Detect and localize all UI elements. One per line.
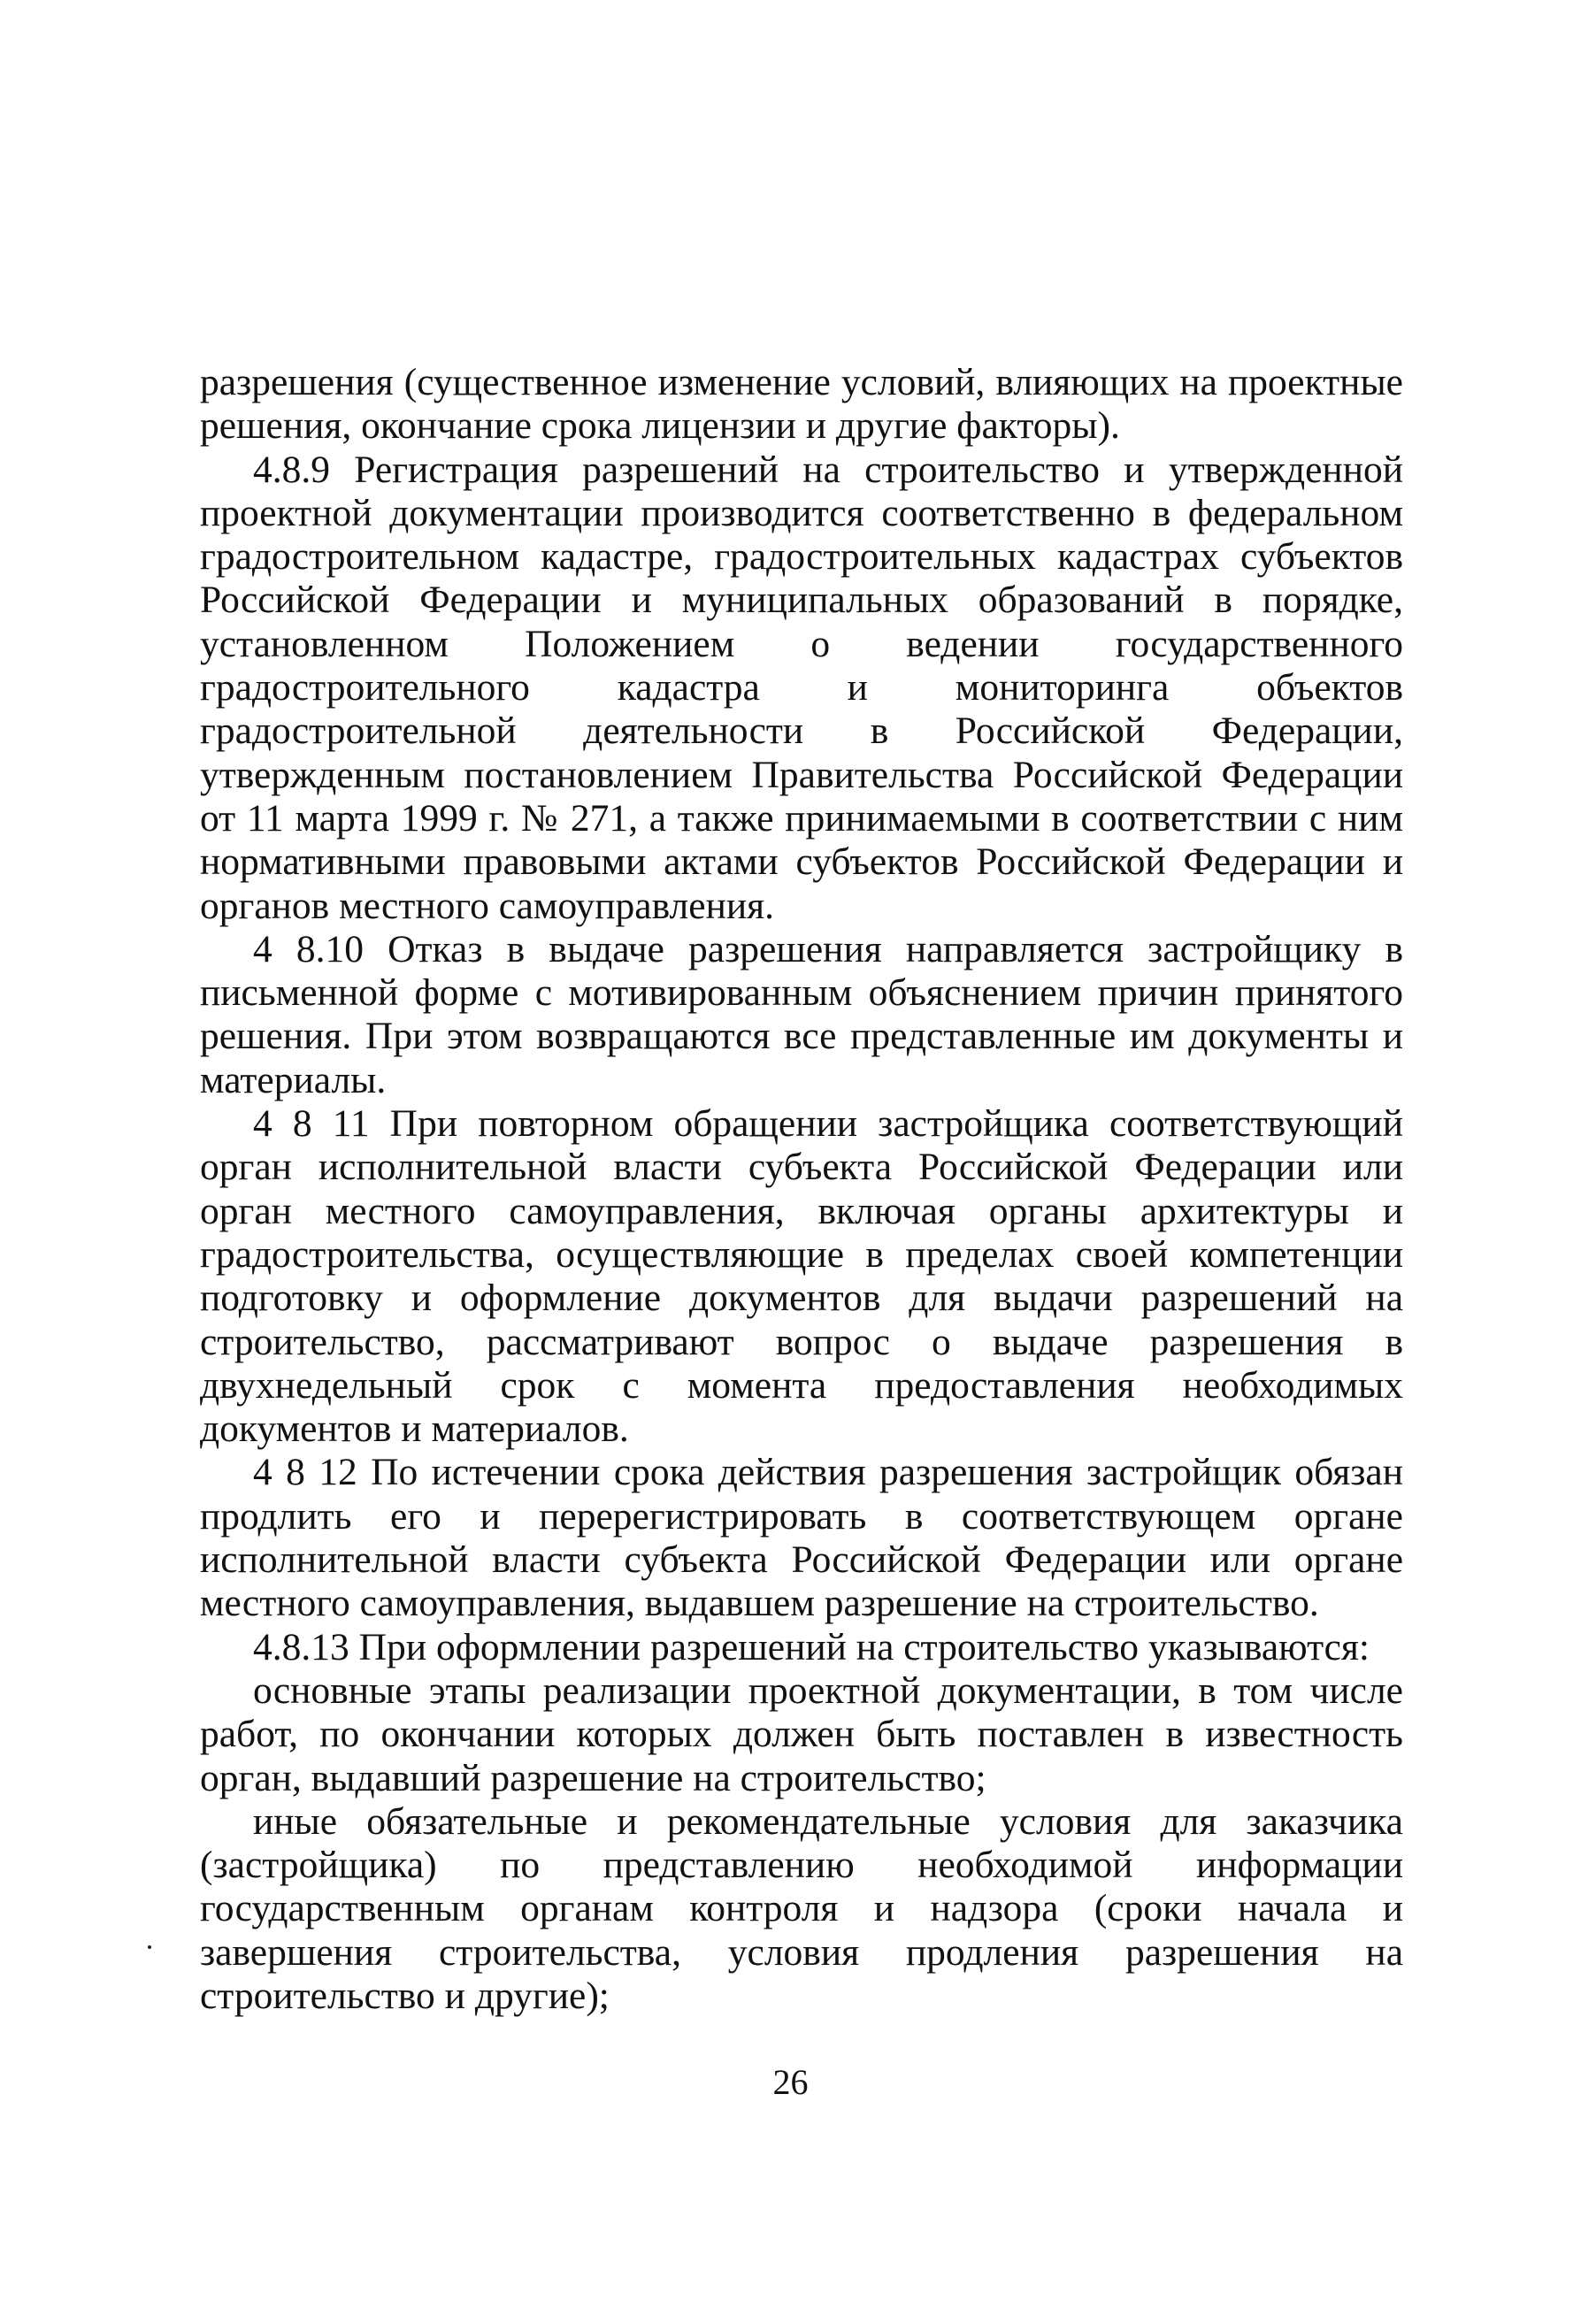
paragraph-4-8-13: 4.8.13 При оформлении разрешений на строительство указываются:	[253, 1625, 1370, 1668]
list-item-conditions: иные обязательные и рекомендательные условия для заказчика (застройщика) по представлению необходимой информации государственным органам контроля и надзора (сроки начала и завершения строительства, условия продления разрешения на строительство и другие);	[200, 1799, 1403, 2017]
paragraph-continued: разрешения (существенное изменение условий, влияющих на проектные решения, окончание срока лицензии и другие факторы).	[200, 361, 1403, 448]
page-number: 26	[772, 2062, 809, 2102]
paragraph-4-8-10: 4 8.10 Отказ в выдаче разрешения направляется застройщику в письменной форме с мотивированным объяснением причин принятого решения. При этом возвращаются все представленные им документы и материалы.	[200, 927, 1403, 1101]
paragraph-4-8-9: 4.8.9 Регистрация разрешений на строительство и утвержденной проектной документации производится соответственно в федеральном градостроительном кадастре, градостроительных кадастрах субъектов Российской Федерации и муниципальных образований в порядке, установленном Положением о ведении государственного градостроительного кадастра и мониторинга объектов градостроительной деятельности в Российской Федерации, утвержденным постановлением Правительства Российской Федерации от 11 марта 1999 г. № 271, а также принимаемыми в соответствии с ним нормативными правовыми актами субъектов Российской Федерации и органов местного самоуправления.	[200, 448, 1403, 927]
list-item-stages: основные этапы реализации проектной документации, в том числе работ, по окончании которых должен быть поставлен в известность орган, выдавший разрешение на строительство;	[200, 1668, 1403, 1799]
paragraph-4-8-12: 4 8 12 По истечении срока действия разрешения застройщик обязан продлить его и перерегистрировать в соответствующем органе исполнительной власти субъекта Российской Федерации или органе местного самоуправления, выдавшем разрешение на строительство.	[200, 1451, 1403, 1625]
document-body	[200, 361, 1403, 2018]
paragraph-4-8-11: 4 8 11 При повторном обращении застройщика соответствующий орган исполнительной власти субъекта Российской Федерации или орган местного самоуправления, включая органы архитектуры и градостроительства, осуществляющие в пределах своей компетенции подготовку и оформление документов для выдачи разрешений на строительство, рассматривают вопрос о выдаче разрешения в двухнедельный срок с момента предоставления необходимых документов и материалов.	[200, 1102, 1403, 1451]
scan-speck	[148, 1945, 151, 1949]
